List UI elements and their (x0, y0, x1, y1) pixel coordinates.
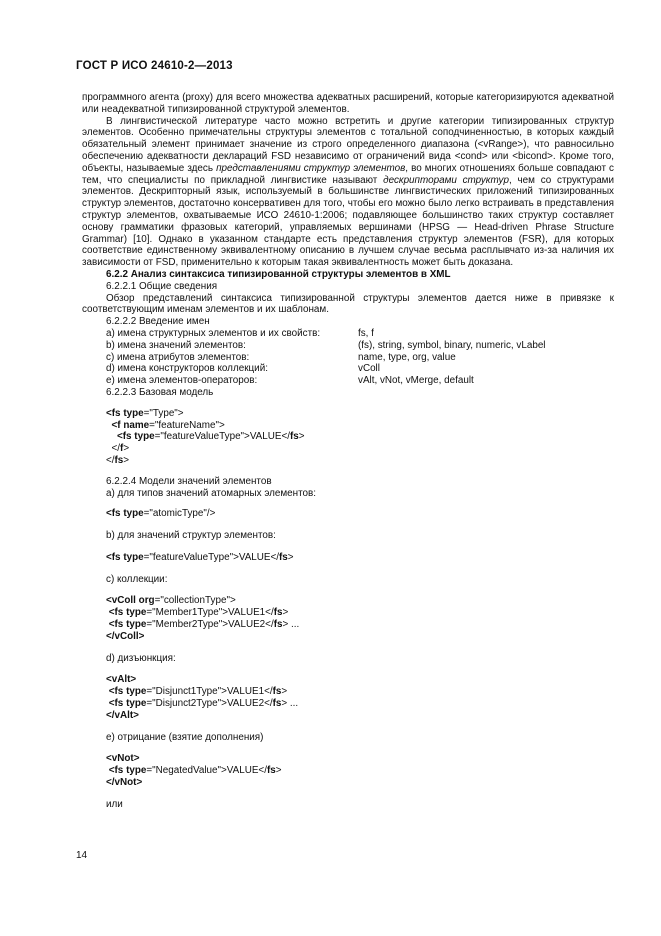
code-line: <f name="featureName"> (111, 419, 225, 431)
code-line: <fs type="NegatedValue">VALUE</fs> (108, 765, 282, 777)
item-collection-intro: c) коллекции: (106, 573, 168, 585)
code-line: <fs type="atomicType"/> (106, 508, 216, 520)
code-line: <fs type="Type"> (106, 407, 184, 419)
italic-term-representations: представлениями структур элементов (216, 162, 406, 174)
paragraph-continuation: программного агента (proxy) для всего множества адекватных расширений, которые категоризируются адекватной или неадекватной типизированной структурой элементов. (82, 92, 614, 115)
code-base-model (82, 408, 614, 467)
code-line: <vColl org="collectionType"> (106, 595, 236, 607)
list-item: b) имена значений элементов: (fs), string, symbol, binary, numeric, vLabel (106, 339, 546, 351)
page-header: ГОСТ Р ИСО 24610-2—2013 (76, 60, 233, 72)
item-negation-intro: e) отрицание (взятие дополнения) (106, 731, 264, 743)
code-line: <fs type="featureValueType">VALUE</fs> (116, 431, 305, 443)
code-line: <vAlt> (106, 674, 137, 686)
section-heading-6-2-2: 6.2.2 Анализ синтаксиса типизированной структуры элементов в XML (106, 268, 451, 280)
code-line: <fs type="featureValueType">VALUE</fs> (106, 551, 294, 563)
list-item: a) имена структурных элементов и их свойств: fs, f (106, 327, 374, 339)
code-line: </vAlt> (106, 709, 139, 721)
code-struct (82, 552, 614, 564)
code-line: <vNot> (106, 753, 140, 765)
code-line: <fs type="Disjunct2Type">VALUE2</fs> ... (108, 698, 299, 710)
code-collection (82, 595, 614, 642)
page-body (82, 92, 614, 811)
list-item: e) имена элементов-операторов: vAlt, vNot, vMerge, default (106, 375, 474, 387)
paragraph-overview: Обзор представлений синтаксиса типизированной структуры элементов дается ниже в привязке к соответствующим именам элементов и их шаблонам. (82, 292, 614, 316)
code-disjunction (82, 674, 614, 721)
code-atomic (82, 508, 614, 520)
code-line: </vColl> (106, 630, 145, 642)
section-heading-6-2-2-2: 6.2.2.2 Введение имен (106, 316, 210, 328)
item-struct-intro: b) для значений структур элементов: (106, 530, 276, 542)
item-atomic-intro: a) для типов значений атомарных элементов: (106, 487, 317, 499)
or-word: или (106, 798, 123, 810)
italic-term-descriptors: дескрипторами структур (383, 174, 509, 186)
section-heading-6-2-2-1: 6.2.2.1 Общие сведения (106, 280, 218, 292)
paragraph-categories: В лингвистической литературе часто можно встретить и другие категории типизированных структур элементов. Особенно примечательны структуры элементов с тотальной соподчиненностью, в которых каждый обязательный элемент принимает значение из строго определенного диапазона (<vRange>), что равносильно обеспечению адекватности деклараций FSD независимо от ограничений вида <cond> или <bicond>. Кроме того, объекты, называемые здесь представлениями структур элементов, во многих отношениях больше совпадают с тем, что специалисты по прикладной лингвистике называют дескрипторами структур, чем со структурами элементов. Дескрипторный язык, используемый в большинстве лингвистических приложений типизированных структур элементов, достаточно консервативен для того, чтобы его можно было легко встраивать в представления структур элементов, охватываемые ИСО 24610-1:2006; подавляющее большинство таких структур составляет основу грамматики фразовых категорий, управляемых вершинами (HPSG — Head-driven Phrase Structure Grammar) [10]. Однако в указанном стандарте есть представления структур элементов (FSR), для которых соответствие единственному эквивалентному описанию в лучшем случае весьма расплывчато из-за наличия их зависимости от FSD, применительно к которым такая эквивалентность может быть доказана. (82, 115, 614, 269)
code-line: <fs type="Member1Type">VALUE1</fs> (108, 607, 289, 619)
code-line: </fs> (106, 454, 130, 466)
item-disjunction-intro: d) дизъюнкция: (106, 652, 176, 664)
code-line: </f> (111, 443, 130, 455)
section-heading-6-2-2-4: 6.2.2.4 Модели значений элементов (106, 475, 272, 487)
section-heading-6-2-2-3: 6.2.2.3 Базовая модель (106, 386, 214, 398)
page-number: 14 (76, 850, 88, 861)
code-line: <fs type="Member2Type">VALUE2</fs> ... (108, 619, 300, 631)
code-line: </vNot> (106, 777, 143, 789)
code-negation (82, 753, 614, 788)
names-list (82, 328, 614, 387)
list-item: d) имена конструкторов коллекций: vColl (106, 363, 380, 375)
code-line: <fs type="Disjunct1Type">VALUE1</fs> (108, 686, 288, 698)
list-item: c) имена атрибутов элементов: name, type, org, value (106, 351, 456, 363)
